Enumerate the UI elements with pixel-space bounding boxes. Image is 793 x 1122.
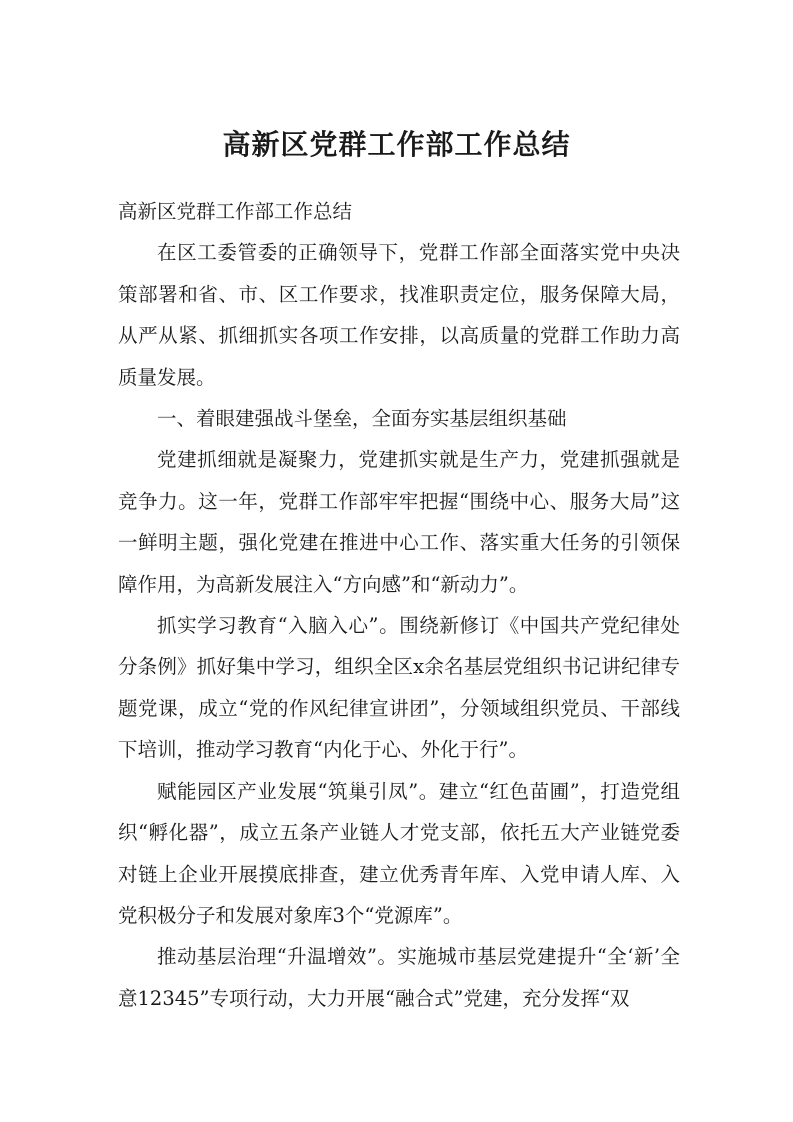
body-paragraph: 党建抓细就是凝聚力，党建抓实就是生产力，党建抓强就是竞争力。这一年，党群工作部牢牢把握“围绕中心、服务大局”这一鲜明主题，强化党建在推进中心工作、落实重大任务的引领保障作用，为高新发展注入“方向感”和“新动力”。 [118, 448, 680, 596]
intro-paragraph: 在区工委管委的正确领导下，党群工作部全面落实党中央决策部署和省、市、区工作要求，找准职责定位，服务保障大局，从严从紧、抓细抓实各项工作安排，以高质量的党群工作助力高质量发展。 [118, 241, 680, 389]
body-paragraph: 赋能园区产业发展“筑巢引凤”。建立“红色苗圃”，打造党组织“孵化器”，成立五条产业链人才党支部，依托五大产业链党委对链上企业开展摸底排查，建立优秀青年库、入党申请人库、入党积极分子和发展对象库3个“党源库”。 [118, 779, 680, 927]
body-paragraph: 抓实学习教育“入脑入心”。围绕新修订《中国共产党纪律处分条例》抓好集中学习，组织全区x余名基层党组织书记讲纪律专题党课，成立“党的作风纪律宣讲团”，分领域组织党员、干部线下培训，推动学习教育“内化于心、外化于行”。 [118, 614, 680, 762]
document-body [118, 191, 680, 1019]
section-heading: 一、着眼建强战斗堡垒，全面夯实基层组织基础 [157, 407, 567, 431]
document-title: 高新区党群工作部工作总结 [222, 128, 571, 161]
body-paragraph: 推动基层治理“升温增效”。实施城市基层党建提升“全‘新’全意12345”专项行动，大力开展“融合式”党建，充分发挥“双 [118, 945, 680, 1010]
subtitle-paragraph: 高新区党群工作部工作总结 [118, 200, 353, 223]
